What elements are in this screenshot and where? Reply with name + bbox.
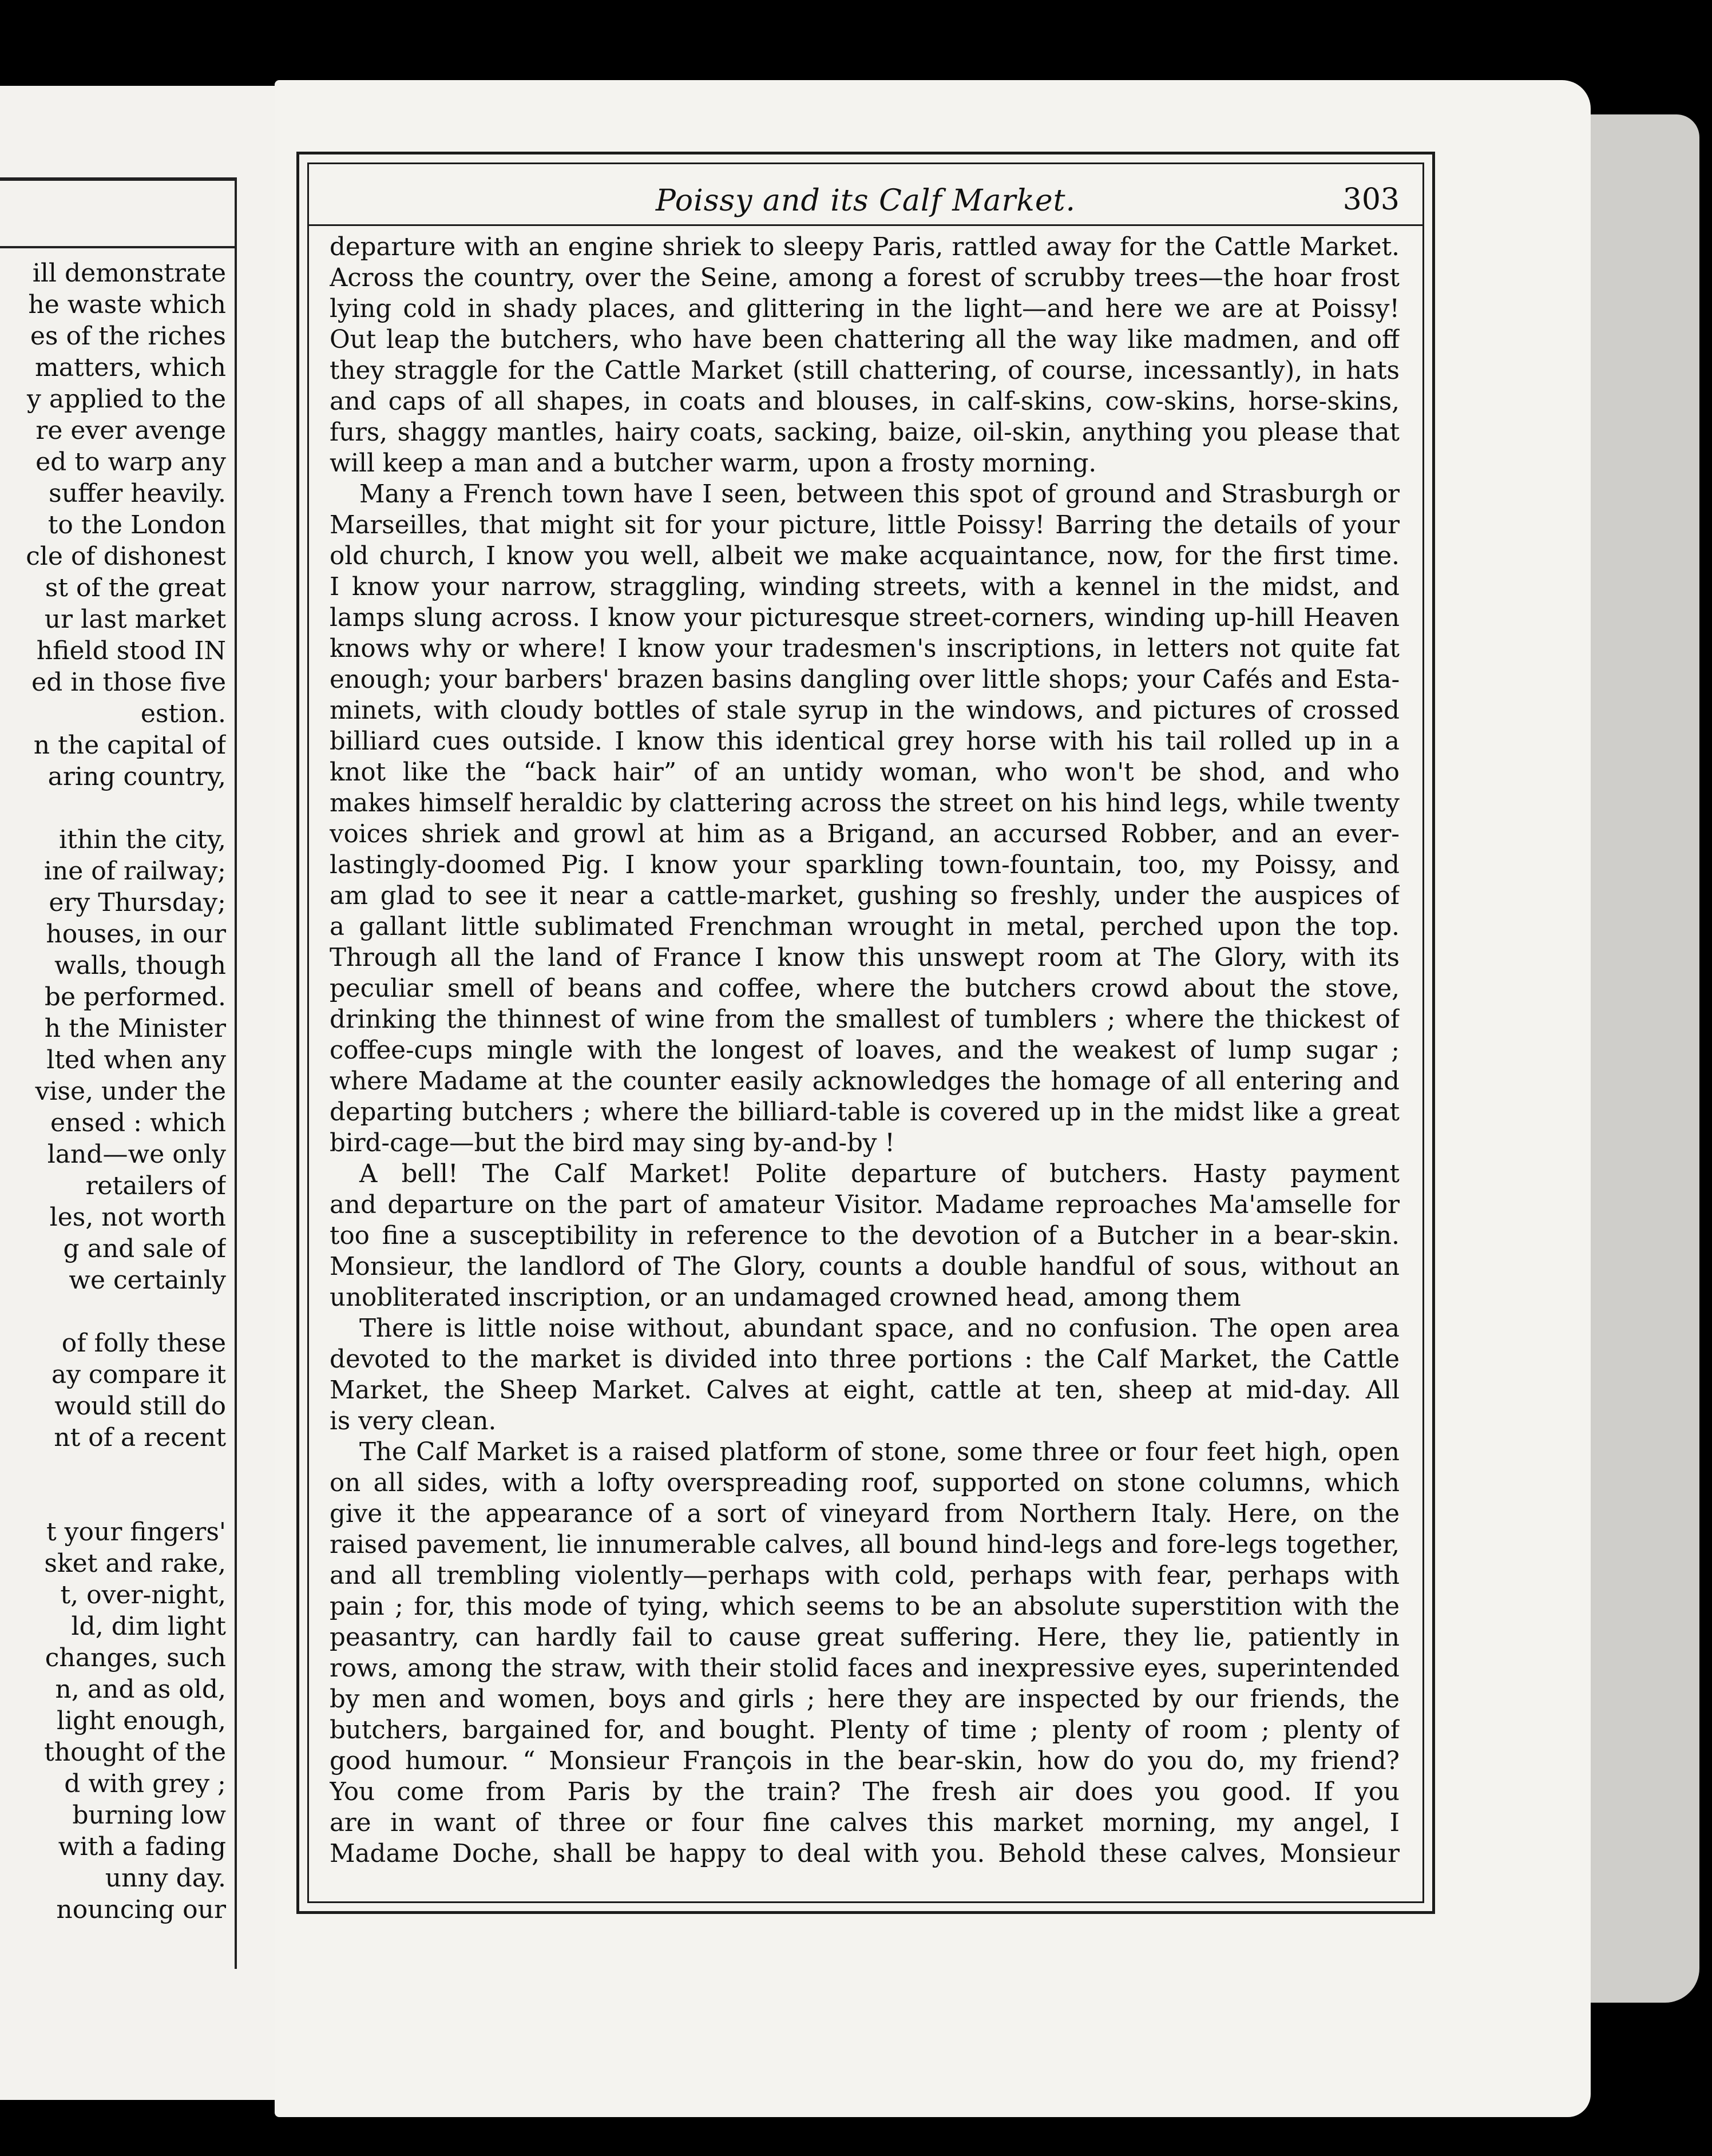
left-page-line: matters, which [35, 353, 226, 382]
left-page-line: ine of railway; [43, 857, 226, 886]
text-frame-inner [307, 163, 1424, 1903]
body-line: departing butchers ; where the billiard-table is covered up in the midst like a great [330, 1098, 1400, 1127]
body-line: Out leap the butchers, who have been chattering all the way like madmen, and off [330, 326, 1400, 354]
left-page-line: st of the great [45, 573, 226, 603]
left-page-line: t, over-night, [60, 1580, 226, 1610]
body-line: knot like the “back hair” of an untidy woman, who won't be shod, and who [330, 758, 1400, 787]
body-line: Many a French town have I seen, between this spot of ground and Strasburgh or [359, 480, 1400, 509]
body-line: lamps slung across. I know your picturesque street-corners, winding up-hill Heaven [330, 604, 1400, 632]
left-page-line: ed in those five [31, 668, 226, 697]
body-line: voices shriek and growl at him as a Brigand, an accursed Robber, and an ever- [330, 820, 1400, 849]
left-page-line: with a fading [58, 1832, 226, 1861]
left-page-line: unny day. [105, 1864, 226, 1893]
left-page-line: be performed. [44, 982, 226, 1012]
left-line-gap [0, 1453, 226, 1485]
left-page-line: aring country, [47, 762, 226, 791]
left-page-line: ld, dim light [71, 1612, 226, 1641]
left-page-line: thought of the [44, 1738, 226, 1767]
body-line: butchers, bargained for, and bought. Plenty of time ; plenty of room ; plenty of [330, 1716, 1400, 1745]
body-line: pain ; for, this mode of tying, which seems to be an absolute superstition with the [330, 1592, 1400, 1621]
body-line: You come from Paris by the train? The fresh air does you good. If you [330, 1778, 1400, 1806]
left-page-line: les, not worth [49, 1203, 226, 1232]
body-line: coffee-cups mingle with the longest of loaves, and the weakest of lump sugar ; [330, 1036, 1400, 1065]
body-line: enough; your barbers' brazen basins dangling over little shops; your Cafés and Esta- [330, 665, 1400, 694]
left-page-line: retailers of [85, 1171, 226, 1200]
body-line: they straggle for the Cattle Market (still chattering, of course, incessantly), in hats [330, 356, 1400, 385]
left-page-line: ensed : which [50, 1108, 226, 1138]
head-rule [309, 224, 1422, 226]
body-line: Monsieur, the landlord of The Glory, counts a double handful of sous, without an [330, 1253, 1400, 1281]
body-line: good humour. “ Monsieur François in the bear-skin, how do you do, my friend? [330, 1747, 1400, 1775]
left-page [0, 86, 276, 2100]
left-page-line: ur last market [44, 605, 226, 634]
body-line: billiard cues outside. I know this identical grey horse with his tail rolled up in a [330, 727, 1400, 756]
left-page-line: changes, such [45, 1643, 226, 1673]
body-line: peasantry, can hardly fail to cause great suffering. Here, they lie, patiently in [330, 1623, 1400, 1652]
text-frame [296, 152, 1435, 1914]
left-line-gap [0, 792, 226, 824]
body-line: give it the appearance of a sort of vineyard from Northern Italy. Here, on the [330, 1500, 1400, 1528]
body-line: am glad to see it near a cattle-market, gushing so freshly, under the auspices of [330, 882, 1400, 910]
left-page-line: cle of dishonest [26, 542, 226, 571]
left-page-line: es of the riches [30, 322, 226, 351]
left-page-line: ay compare it [51, 1360, 226, 1389]
body-line: on all sides, with a lofty overspreading roof, supported on stone columns, which [330, 1469, 1400, 1497]
body-line: raised pavement, lie innumerable calves, all bound hind-legs and fore-legs together, [330, 1531, 1400, 1559]
left-line-gap [0, 1485, 226, 1516]
left-page-line: d with grey ; [64, 1769, 226, 1798]
body-line: departure with an engine shriek to sleepy Paris, rattled away for the Cattle Market. [330, 233, 1400, 261]
left-page-line: ed to warp any [35, 447, 226, 477]
left-page-line: land—we only [47, 1140, 226, 1169]
left-page-line: ill demonstrate [32, 259, 226, 288]
body-line: drinking the thinnest of wine from the smallest of tumblers ; where the thickest of [330, 1005, 1400, 1034]
left-page-head-rule [0, 246, 235, 248]
left-page-line: would still do [54, 1392, 226, 1421]
body-line: and departure on the part of amateur Visitor. Madame reproaches Ma'amselle for [330, 1191, 1400, 1219]
left-page-line: of folly these [61, 1329, 226, 1358]
body-line: by men and women, boys and girls ; here they are inspected by our friends, the [330, 1685, 1400, 1714]
body-line: bird-cage—but the bird may sing by-and-by ! [330, 1129, 895, 1158]
body-line: lying cold in shady places, and glittering in the light—and here we are at Poissy! [330, 295, 1400, 323]
left-page-line: t your fingers' [46, 1517, 226, 1547]
left-page-line: estion. [140, 699, 226, 728]
body-line: Madame Doche, shall be happy to deal with you. Behold these calves, Monsieur [330, 1840, 1400, 1868]
left-page-line: vise, under the [35, 1077, 226, 1106]
left-page-line: to the London [47, 510, 226, 540]
body-line: Marseilles, that might sit for your picture, little Poissy! Barring the details of your [330, 511, 1400, 540]
body-line: Market, the Sheep Market. Calves at eight, cattle at ten, sheep at mid-day. All [330, 1376, 1400, 1405]
body-line: old church, I know you well, albeit we make acquaintance, now, for the first time. [330, 542, 1400, 570]
body-line: There is little noise without, abundant space, and no confusion. The open area [359, 1314, 1400, 1343]
left-page-line: nt of a recent [54, 1423, 226, 1452]
body-line: lastingly-doomed Pig. I know your sparkling town-fountain, too, my Poissy, and [330, 851, 1400, 879]
left-page-line: h the Minister [44, 1014, 226, 1043]
body-line: minets, with cloudy bottles of stale syrup in the windows, and pictures of crossed [330, 696, 1400, 725]
left-page-line: burning low [72, 1801, 226, 1830]
body-line: will keep a man and a butcher warm, upon a frosty morning. [330, 449, 1097, 478]
left-page-line: hfield stood IN [36, 636, 226, 665]
body-line: I know your narrow, straggling, winding streets, with a kennel in the midst, and [330, 573, 1400, 601]
body-line: peculiar smell of beans and coffee, where the butchers crowd about the stove, [330, 974, 1400, 1003]
body-text [330, 232, 1400, 1869]
body-line: Across the country, over the Seine, among a forest of scrubby trees—the hoar frost [330, 264, 1400, 292]
left-page-text [0, 257, 226, 1925]
left-page-line: nouncing our [56, 1895, 226, 1924]
left-page-line: g and sale of [63, 1234, 226, 1263]
body-line: where Madame at the counter easily acknowledges the homage of all entering and [330, 1067, 1400, 1096]
left-page-line: re ever avenge [35, 416, 226, 445]
body-line: are in want of three or four fine calves this market morning, my angel, I [330, 1809, 1400, 1837]
body-line: The Calf Market is a raised platform of stone, some three or four feet high, open [359, 1438, 1400, 1467]
left-page-line: we certainly [69, 1266, 226, 1295]
right-page [275, 80, 1591, 2117]
left-page-line: walls, though [54, 951, 226, 980]
body-line: is very clean. [330, 1407, 497, 1436]
left-page-line: light enough, [56, 1706, 226, 1735]
left-page-line: y applied to the [27, 385, 226, 414]
left-page-line: n the capital of [33, 731, 226, 760]
running-title: Poissy and its Calf Market. [655, 184, 1076, 218]
left-page-line: suffer heavily. [49, 479, 226, 508]
body-line: and all trembling violently—perhaps with cold, perhaps with fear, perhaps with [330, 1561, 1400, 1590]
left-page-line: lted when any [46, 1045, 226, 1075]
left-page-line: houses, in our [46, 920, 226, 949]
body-line: too fine a susceptibility in reference to the devotion of a Butcher in a bear-skin. [330, 1222, 1400, 1250]
body-line: A bell! The Calf Market! Polite departure of butchers. Hasty payment [359, 1160, 1400, 1188]
body-line: knows why or where! I know your tradesmen's inscriptions, in letters not quite fat [330, 635, 1400, 663]
left-page-line: n, and as old, [55, 1675, 226, 1704]
page-number: 303 [1342, 183, 1400, 217]
body-line: and caps of all shapes, in coats and blouses, in calf-skins, cow-skins, horse-skins, [330, 387, 1400, 416]
left-page-line: he waste which [28, 290, 226, 319]
body-line: rows, among the straw, with their stolid faces and inexpressive eyes, superintended [330, 1654, 1400, 1683]
left-page-line: ithin the city, [59, 825, 226, 854]
left-page-line: sket and rake, [44, 1549, 226, 1578]
body-line: unobliterated inscription, or an undamaged crowned head, among them [330, 1283, 1241, 1312]
running-head [309, 178, 1422, 229]
left-line-gap [0, 1296, 226, 1327]
body-line: furs, shaggy mantles, hairy coats, sacking, baize, oil-skin, anything you please that [330, 418, 1400, 447]
body-line: a gallant little sublimated Frenchman wrought in metal, perched upon the top. [330, 913, 1400, 941]
left-page-line: ery Thursday; [49, 888, 226, 917]
body-line: makes himself heraldic by clattering across the street on his hind legs, while twenty [330, 789, 1400, 818]
body-line: devoted to the market is divided into three portions : the Calf Market, the Cattle [330, 1345, 1400, 1374]
body-line: Through all the land of France I know this unswept room at The Glory, with its [330, 944, 1400, 972]
